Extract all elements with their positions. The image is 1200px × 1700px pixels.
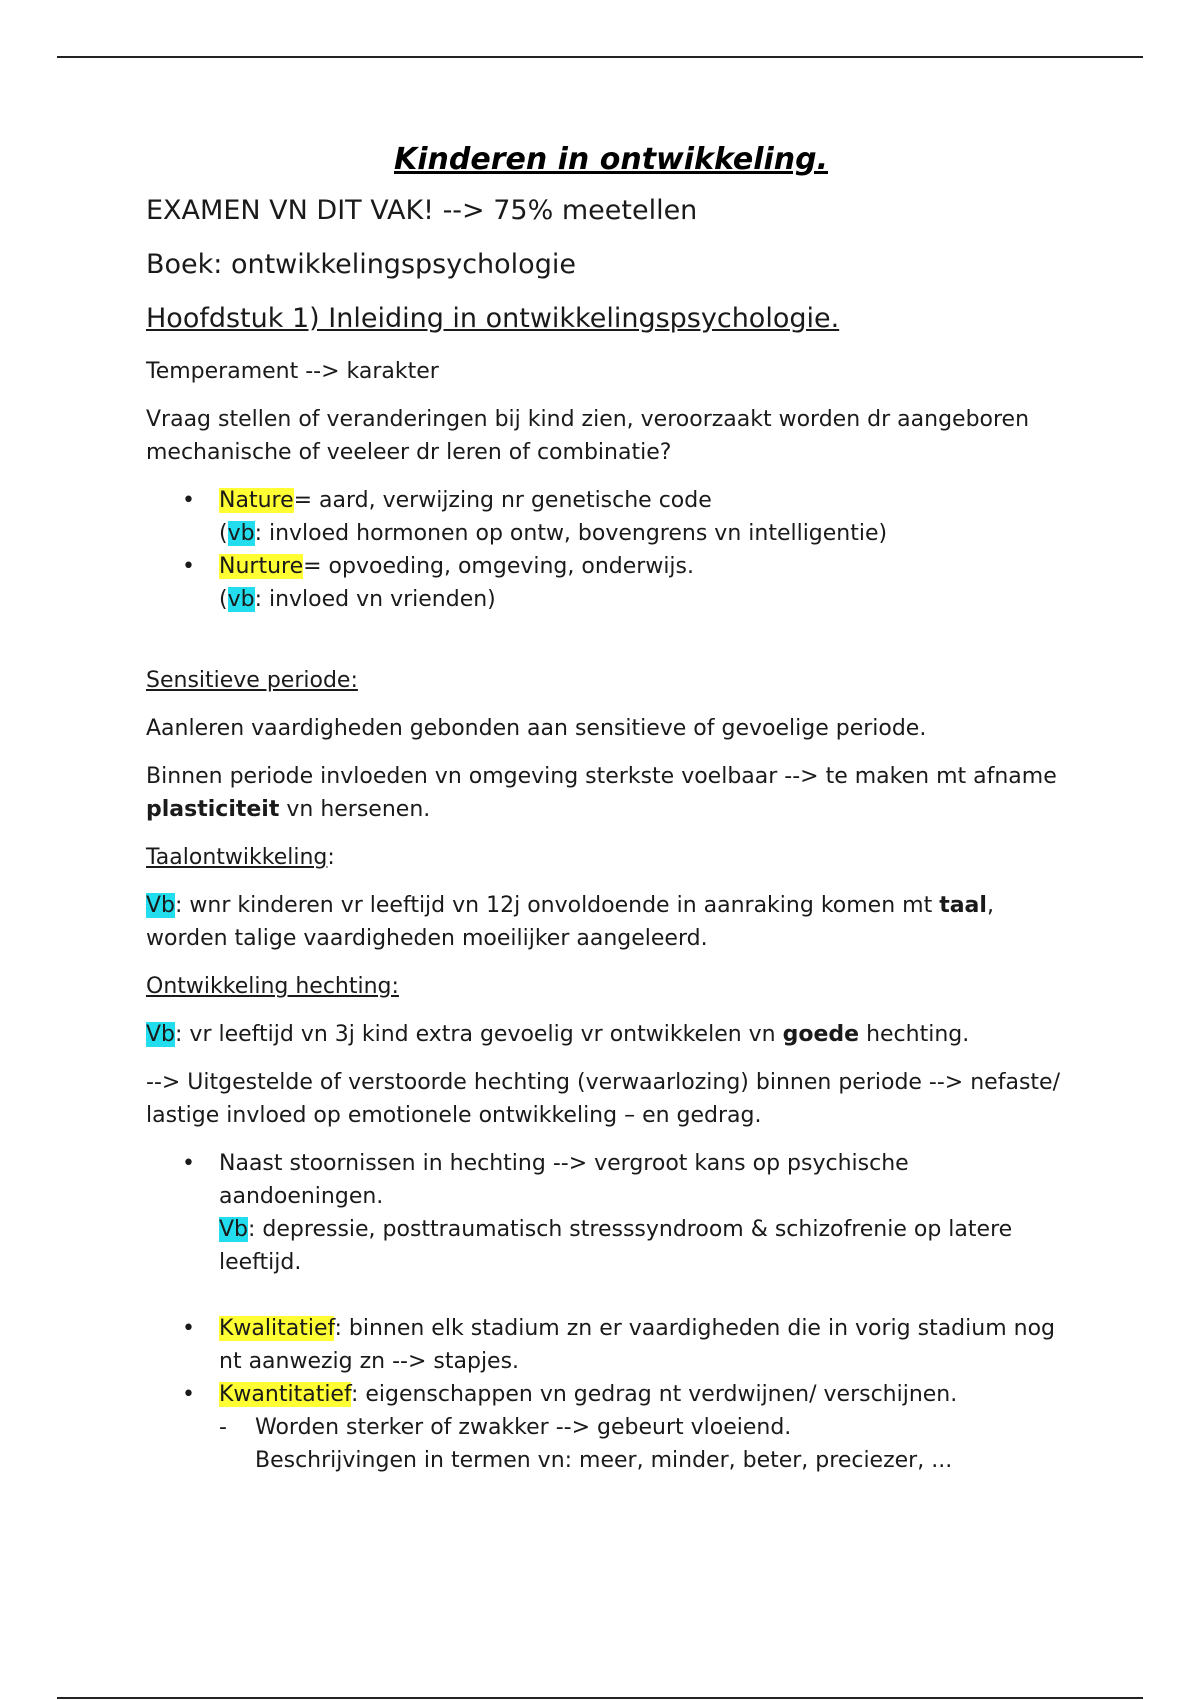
term-qualitative: Kwalitatief (219, 1316, 335, 1341)
language-vb-label: Vb (146, 893, 176, 918)
term-quantitative: Kwantitatief (219, 1382, 351, 1407)
exam-line: EXAMEN VN DIT VAK! --> 75% meetellen (146, 195, 698, 226)
language-heading-line (146, 841, 1076, 874)
quantitative-sub-item (219, 1411, 1076, 1477)
language-text-a: : wnr kinderen vr leeftijd vn 12j onvoldoende in aanraking komen mt (175, 893, 940, 918)
temperament-line: Temperament --> karakter (146, 359, 439, 384)
attachment-text-a: : vr leeftijd vn 3j kind extra gevoelig vr ontwikkelen vn (175, 1022, 783, 1047)
qualitative-text: : binnen elk stadium zn er vaardigheden die in vorig stadium nog nt aanwezig zn --> stapjes. (219, 1316, 1055, 1374)
nurture-example-label: vb (227, 587, 255, 612)
bullet-icon: • (182, 1151, 195, 1176)
nature-nurture-list (146, 484, 1076, 616)
disorders-example: : depressie, posttraumatisch stresssyndroom & schizofrenie op latere leeftijd. (219, 1217, 1013, 1275)
language-heading: Taalontwikkeling (146, 845, 328, 870)
dash-bullet-icon: - (219, 1415, 227, 1440)
footer-rule (57, 1697, 1143, 1699)
attachment-heading: Ontwikkeling hechting: (146, 974, 399, 999)
attachment-paragraph-2: --> Uitgestelde of verstoorde hechting (verwaarlozing) binnen periode --> nefaste/ lastige invloed op emotionele ontwikkeling – en gedrag. (146, 1070, 1060, 1128)
disorders-text: Naast stoornissen in hechting --> vergroot kans op psychische aandoeningen. (219, 1151, 909, 1209)
sensitive-p2-text-b: vn hersenen. (279, 797, 431, 822)
taal-term: taal (939, 893, 987, 918)
quantitative-sub-line-2: Beschrijvingen in termen vn: meer, minder, beter, preciezer, ... (255, 1448, 953, 1473)
spacer (146, 631, 1076, 664)
nature-example-label: vb (227, 521, 255, 546)
goede-term: goede (782, 1022, 860, 1047)
attachment-vb-label: Vb (146, 1022, 176, 1047)
quantitative-text: : eigenschappen vn gedrag nt verdwijnen/ verschijnen. (350, 1382, 958, 1407)
question-paragraph: Vraag stellen of veranderingen bij kind zien, veroorzaakt worden dr aangeboren mechanische of veeleer dr leren of combinatie? (146, 407, 1030, 465)
spacer (146, 1294, 1076, 1312)
language-paragraph (146, 889, 1076, 955)
nature-definition: = aard, verwijzing nr genetische code (293, 488, 712, 513)
development-types-list (146, 1312, 1076, 1477)
attachment-paragraph-1 (146, 1018, 1076, 1051)
nurture-definition: = opvoeding, omgeving, onderwijs. (303, 554, 695, 579)
bullet-icon: • (182, 1382, 195, 1407)
document-body (146, 140, 1076, 1492)
attachment-text-b: hechting. (859, 1022, 970, 1047)
list-item-quantitative (146, 1378, 1076, 1477)
list-item-nurture (146, 550, 1076, 616)
nature-example-open: ( (219, 521, 228, 546)
sensitive-paragraph-1: Aanleren vaardigheden gebonden aan sensitieve of gevoelige periode. (146, 716, 927, 741)
language-text-b: , worden talige vaardigheden moeilijker aangeleerd. (146, 893, 994, 951)
nurture-example-text: : invloed vn vrienden) (254, 587, 496, 612)
plasticiteit-term: plasticiteit (146, 797, 280, 822)
sensitive-period-heading: Sensitieve periode: (146, 668, 358, 693)
bullet-icon: • (182, 554, 195, 579)
bullet-icon: • (182, 1316, 195, 1341)
quantitative-sub-line-1: Worden sterker of zwakker --> gebeurt vloeiend. (255, 1415, 792, 1440)
document-title: Kinderen in ontwikkeling. (393, 142, 829, 177)
nature-example-text: : invloed hormonen op ontw, bovengrens vn intelligentie) (254, 521, 888, 546)
disorders-vb-label: Vb (219, 1217, 249, 1242)
term-nurture: Nurture (219, 554, 304, 579)
chapter-heading: Hoofdstuk 1) Inleiding in ontwikkelingspsychologie. (146, 303, 840, 334)
list-item-nature (146, 484, 1076, 550)
disorders-list (146, 1147, 1076, 1279)
nurture-example-open: ( (219, 587, 228, 612)
sensitive-paragraph-2 (146, 760, 1076, 826)
list-item-qualitative (146, 1312, 1076, 1378)
header-rule (57, 56, 1143, 58)
sensitive-p2-text-a: Binnen periode invloeden vn omgeving sterkste voelbaar --> te maken mt afname (146, 764, 1057, 789)
term-nature: Nature (219, 488, 294, 513)
language-heading-colon: : (327, 845, 335, 870)
book-line: Boek: ontwikkelingspsychologie (146, 249, 576, 280)
bullet-icon: • (182, 488, 195, 513)
list-item-disorders (146, 1147, 1076, 1279)
